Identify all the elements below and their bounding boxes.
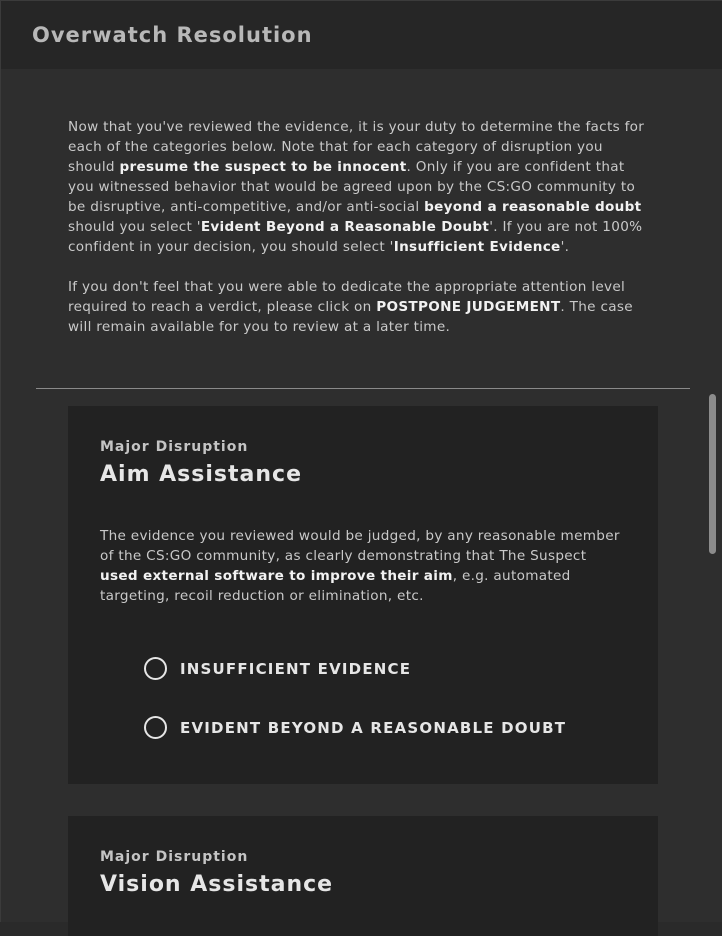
category-card-aim-assistance <box>68 406 658 784</box>
option-insufficient-evidence[interactable] <box>144 657 411 680</box>
category-subtitle: Major Disruption <box>100 849 249 865</box>
option-label[interactable]: EVIDENT BEYOND A REASONABLE DOUBT <box>180 718 567 737</box>
category-title: Aim Assistance <box>100 462 302 487</box>
radio-button-icon[interactable] <box>144 716 167 739</box>
title-bar <box>1 1 722 69</box>
instructions-text <box>68 117 648 357</box>
category-title: Vision Assistance <box>100 872 334 897</box>
option-evident-beyond-doubt[interactable] <box>144 716 566 739</box>
category-card-vision-assistance <box>68 816 658 936</box>
instructions-paragraph-2: If you don't feel that you were able to dedicate the appropriate attention level required to reach a verdict, please click on POSTPONE JUDGEMENT. The case will remain available for you to review at a later time. <box>68 279 633 335</box>
instructions-paragraph-1: Now that you've reviewed the evidence, it is your duty to determine the facts for each of the categories below. Note that for each category of disruption you should presume the suspect to be innocent. Only if you are confident that you witnessed behavior that would be agreed upon by the CS:GO community to be disruptive, anti-competitive, and/or anti-social beyond a reasonable doubt should you select 'Evident Beyond a Reasonable Doubt'. If you are not 100% confident in your decision, you should select 'Insufficient Evidence'. <box>68 119 645 255</box>
emphasis-text: Evident Beyond a Reasonable Doubt <box>200 219 490 235</box>
scrollbar-thumb[interactable] <box>709 394 716 554</box>
divider <box>36 388 690 389</box>
emphasis-text: POSTPONE JUDGEMENT <box>376 299 561 315</box>
option-label[interactable]: INSUFFICIENT EVIDENCE <box>180 659 412 678</box>
emphasis-text: beyond a reasonable doubt <box>424 199 642 215</box>
emphasis-text: presume the suspect to be innocent <box>119 159 407 175</box>
category-subtitle: Major Disruption <box>100 439 249 455</box>
emphasis-text: used external software to improve their aim <box>100 568 453 584</box>
radio-button-icon[interactable] <box>144 657 167 680</box>
window-title: Overwatch Resolution <box>32 23 313 47</box>
category-description: The evidence you reviewed would be judged, by any reasonable member of the CS:GO community, as clearly demonstrating that The Suspect used external software to improve their aim, e.g. automated targeting, recoil reduction or elimination, etc. <box>100 528 620 604</box>
emphasis-text: Insufficient Evidence <box>393 239 561 255</box>
